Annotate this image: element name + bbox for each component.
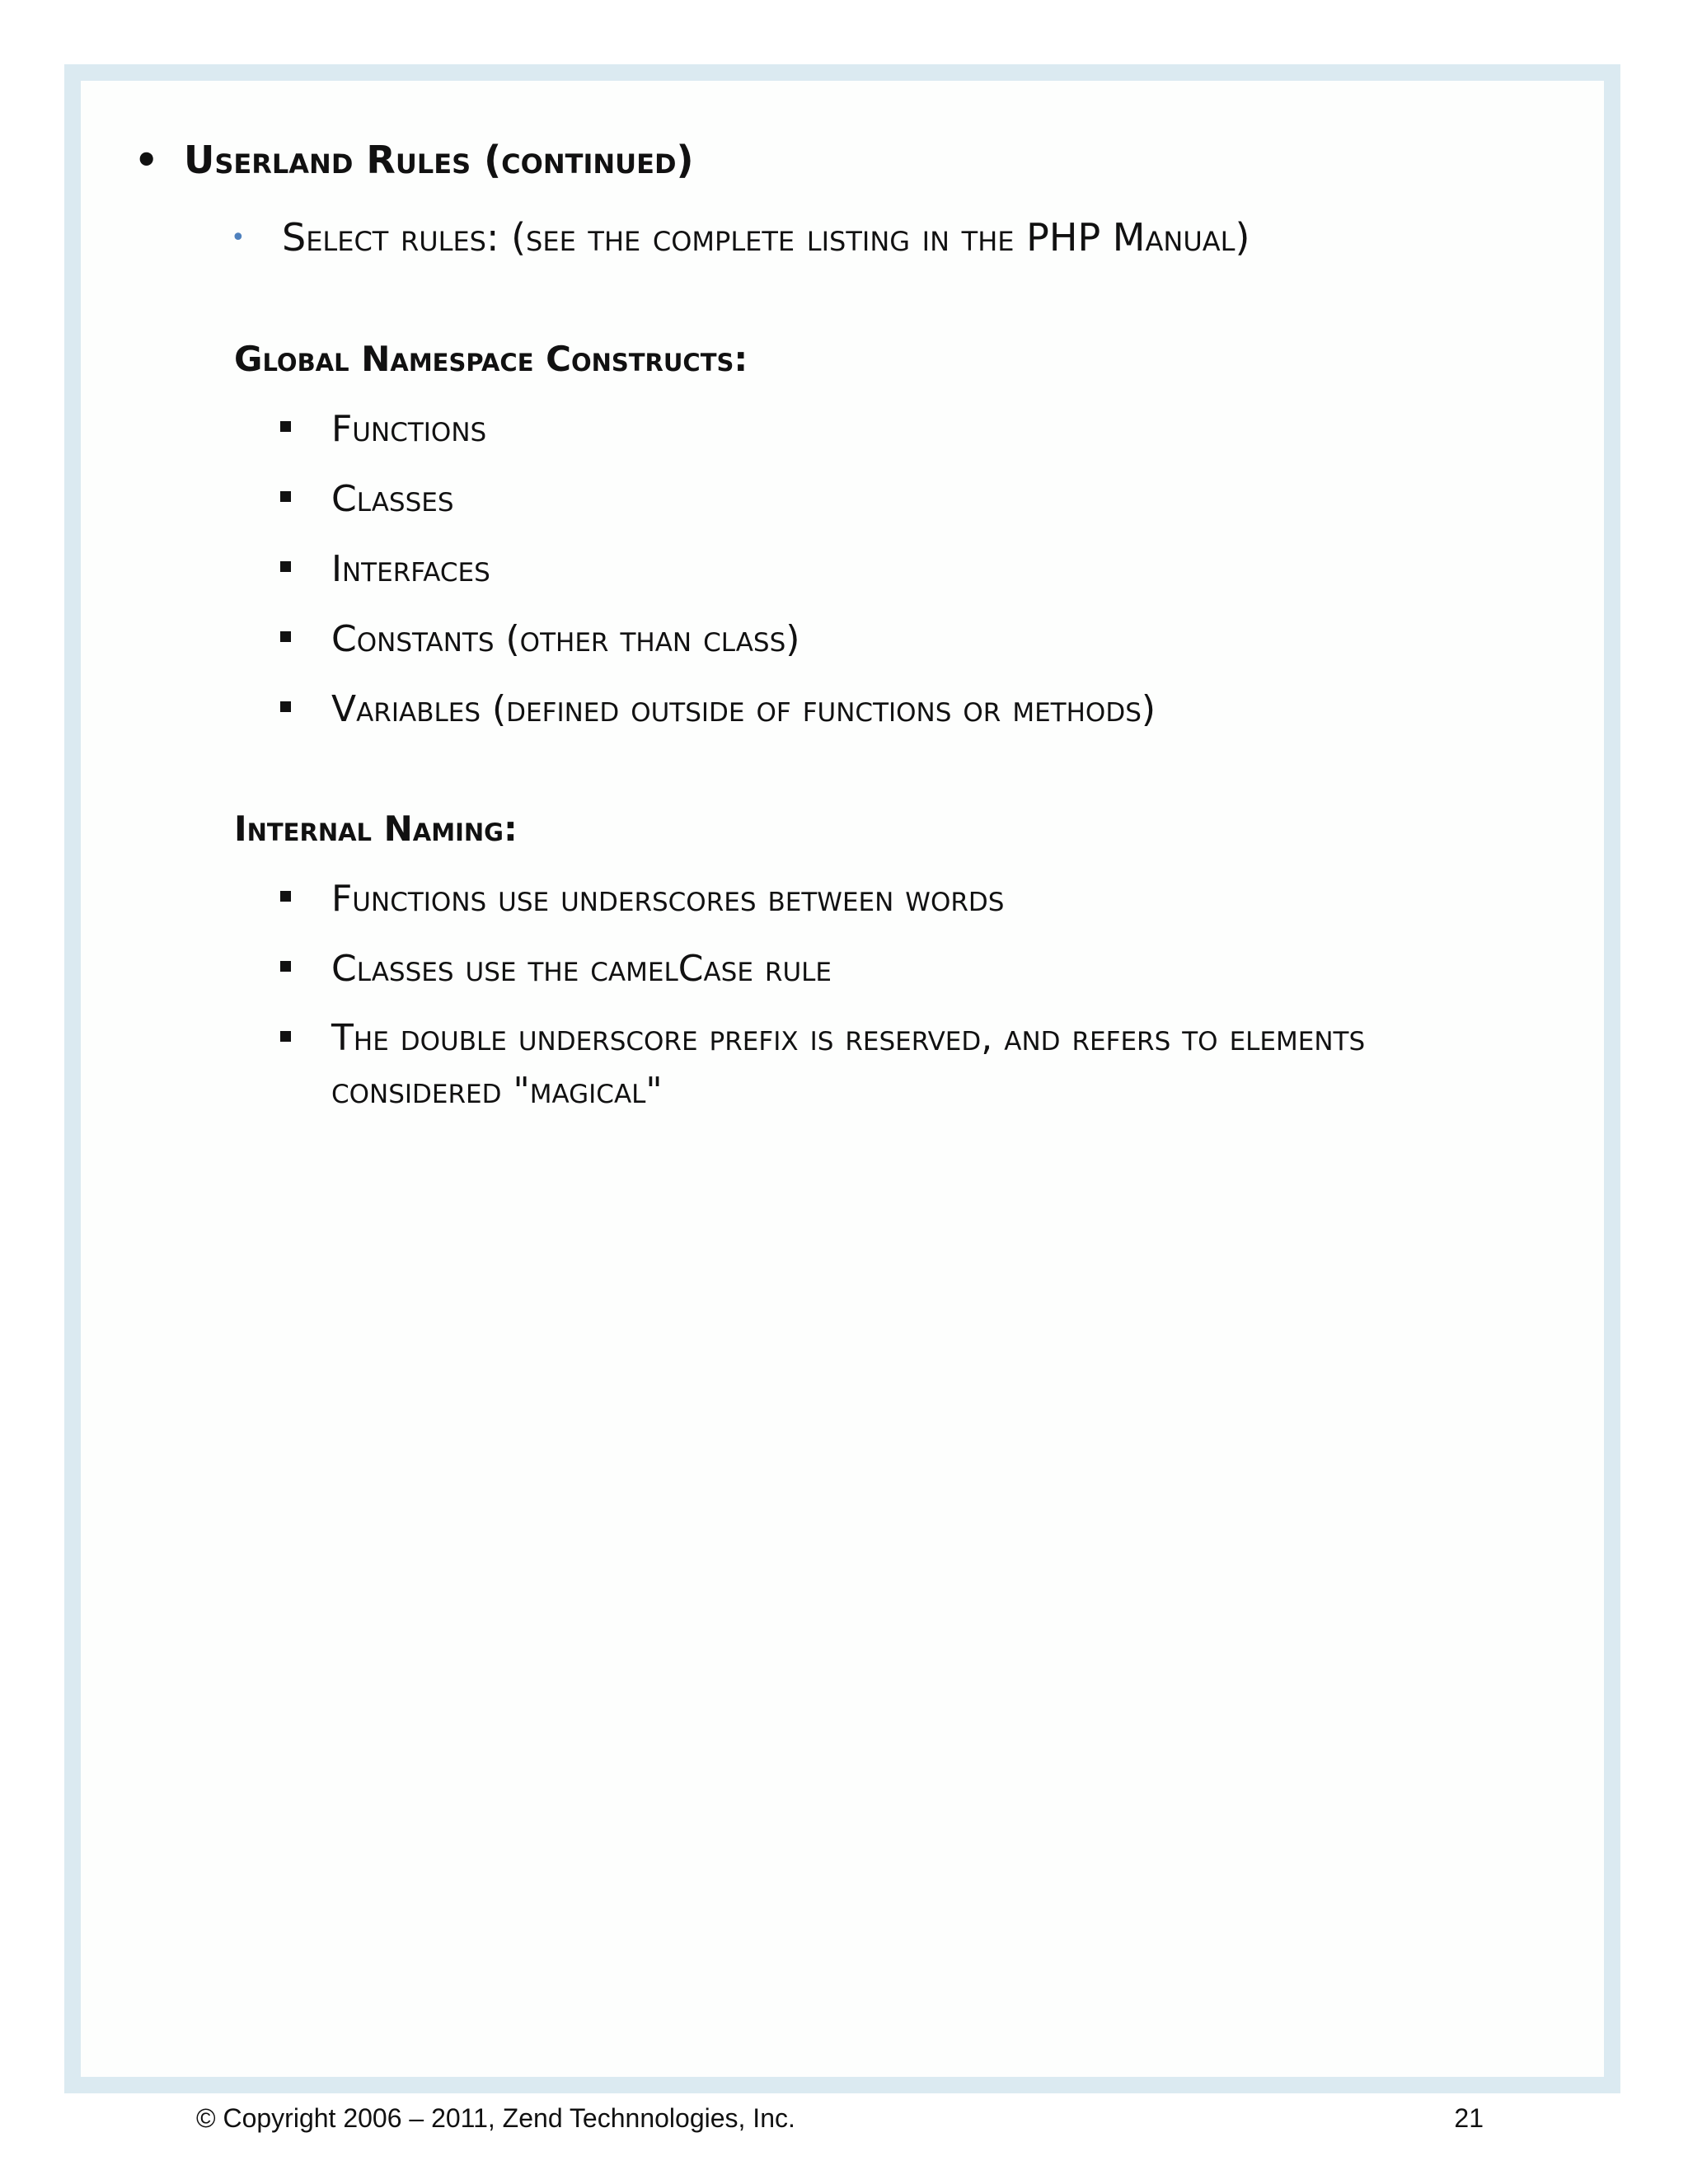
square-bullet-icon bbox=[280, 961, 291, 972]
list-item: Classes bbox=[280, 472, 1452, 527]
square-bullet-icon bbox=[280, 631, 291, 642]
square-bullet-icon bbox=[280, 561, 291, 572]
square-bullet-icon bbox=[280, 891, 291, 902]
footer-page-number: 21 bbox=[1454, 2103, 1484, 2133]
list-item: Constants (other than class) bbox=[280, 612, 1452, 667]
list-item: The double underscore prefix is reserved, and refers to elements considered "magical" bbox=[280, 1012, 1452, 1118]
section-heading-internal-naming: Internal Naming: bbox=[234, 808, 518, 849]
level1-text: Userland Rules (continued) bbox=[184, 138, 694, 182]
bullet-icon: • bbox=[231, 223, 246, 252]
section-heading-global-namespace: Global Namespace Constructs: bbox=[234, 339, 748, 379]
global-namespace-list bbox=[280, 402, 1452, 752]
list-item: Interfaces bbox=[280, 542, 1452, 597]
footer-copyright: © Copyright 2006 – 2011, Zend Technnologies, Inc. bbox=[196, 2103, 795, 2133]
square-bullet-icon bbox=[280, 701, 291, 712]
level2-bullet-item bbox=[231, 213, 1250, 263]
square-bullet-icon bbox=[280, 421, 291, 432]
internal-naming-list bbox=[280, 872, 1452, 1133]
level1-bullet-item bbox=[134, 135, 694, 185]
list-item: Functions use underscores between words bbox=[280, 872, 1452, 926]
bullet-icon: • bbox=[134, 138, 159, 182]
square-bullet-icon bbox=[280, 1031, 291, 1042]
square-bullet-icon bbox=[280, 491, 291, 502]
list-item: Classes use the camelCase rule bbox=[280, 942, 1452, 996]
list-item: Functions bbox=[280, 402, 1452, 457]
list-item: Variables (defined outside of functions or methods) bbox=[280, 682, 1452, 737]
level2-text: Select rules: (see the complete listing in the PHP Manual) bbox=[282, 215, 1250, 260]
